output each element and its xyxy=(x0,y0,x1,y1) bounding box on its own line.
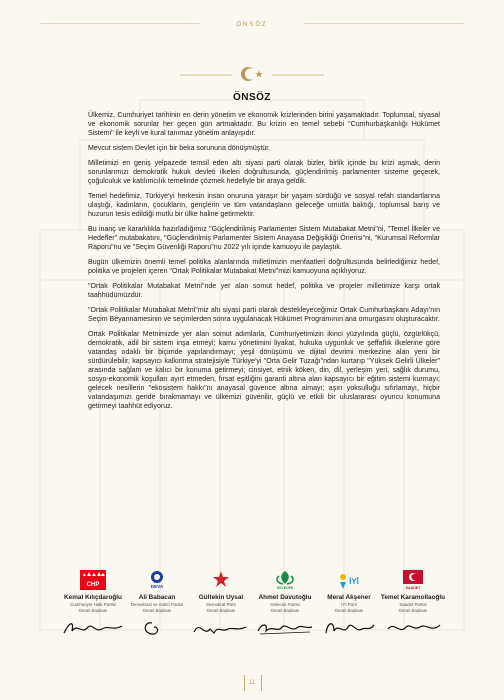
page-title: ÖNSÖZ xyxy=(232,92,272,103)
saadet-logo-icon xyxy=(400,570,426,590)
dp-logo-icon xyxy=(208,570,234,590)
party-leaders-row xyxy=(58,570,446,655)
paragraph: Temel hedefimiz, Türkiye'yi herkesin insan onuruna yaraşır bir yaşam sürdüğü ve sosyal refah standartlarına ulaştığı, kadınların, çocukların, gençlerin ve tüm vatandaşların geleceğe umutla baktığı, toplumsal barış ve huzurun tesis edildiği mutlu bir ülke haline getirmektir. xyxy=(88,193,440,219)
svg-text:GELECEK: GELECEK xyxy=(276,586,294,590)
leader-role: Genel Başkanı xyxy=(398,608,428,614)
leader-iyi xyxy=(314,570,384,644)
signature-karamollaoglu xyxy=(380,617,446,639)
leader-dp xyxy=(186,570,256,644)
leader-name: Ali Babacan xyxy=(138,594,176,601)
leader-role: Genel Başkanı xyxy=(270,608,300,614)
leader-role: Demokrasi ve Atılım Partisi xyxy=(130,602,184,607)
paragraph: Mevcut sistem Devlet için bir beka sorununa dönüşmüştür. xyxy=(88,145,271,153)
paragraph: Ortak Politikalar Metnimizde yer alan somut adımlarla, Cumhuriyetimizin ikinci yüzyılında güçlü, özgürlükçü, demokratik, adil bir sistem inşa etmeyi; kamu yönetimini liyakat, hukuka uygunluk ve şeffaflık ilkelerine göre vatandaş odaklı bir biçimde yapılandırmayı; yeşil dönüşümü ve dijital devrimi merkezine alan yeni bir sürdürülebilir, kapsayıcı kalkınma stratejisiyle Türkiye'yi "Orta Gelir Tuzağı"ndan kurtarıp "Yüksek Gelirli Ülkeler" arasında sağlam ve kalıcı bir konuma getirmeyi; cinsiyet, etnik köken, din, dil, yerleşim yeri, sağlık durumu, sosyo-ekonomik koşulları ayırt etmeden, fırsat eşitliğini garanti altına alan kapsayıcı bir eğitim sistemi kurmayı; gelecek nesillerin "ekosistem hakkı"nı anayasal güvence altına almayı; aşırı yoksulluğu sıfırlamayı, hiçbir vatandaşımızı geride bırakmamayı ve ülkemizi güvenilir, güçlü ve etkili bir uluslararası oyuncu konumuna getirmeyi taahhüt ediyoruz. xyxy=(88,331,440,411)
chp-logo-icon xyxy=(80,570,106,590)
signature-davutoglu xyxy=(252,617,318,639)
leader-role: Gelecek Partisi xyxy=(270,602,300,607)
leader-role: Demokrat Parti xyxy=(206,602,236,607)
svg-text:İYİ: İYİ xyxy=(349,577,359,586)
paragraph: Milletimizi en geniş yelpazede temsil eden altı siyasi parti olarak bizler, birlik içinde bu krizi aşmak, derin sorunlarımızı demokratik hukuk devleti ilkeleri doğrultusunda, güçlendirilmiş parlamenter sisteme geçerek, çoğulculuk ve katılımcılık temelinde çözmek hedefiyle bir araya geldik. xyxy=(88,159,440,186)
leader-name: Ahmet Davutoğlu xyxy=(258,594,312,601)
paragraph: Bu inanç ve kararlılıkla hazırladığımız "Güçlendirilmiş Parlamenter Sistem Mutabakat Metni"ni, "Temel İlkeler ve Hedefler" mutabakatını, "Güçlendirilmiş Parlamenter Sistem Anayasa Değişikliği Önerisi"ni, "Kurumsal Reformlar Raporu"nu ve "Seçim Güvenliği Raporu"nu 2022 yılı içinde kamuoyu ile paylaştık. xyxy=(88,226,440,252)
signature-aksener xyxy=(316,617,382,639)
leader-role: Genel Başkanı xyxy=(206,608,236,614)
header-divider-right xyxy=(304,23,464,24)
paragraph: Ülkemiz, Cumhuriyet tarihinin en derin yönetim ve ekonomik krizlerinden birini yaşamaktadır. Toplumsal, siyasal ve ekonomik sorunlar her geçen gün artmaktadır. Bu krizin en temel sebebi "Cumhurbaşkanlığı Hükümet Sistemi" ile keyfi ve kural tanımaz yönetim anlayışıdır. xyxy=(88,112,440,138)
deva-logo-icon xyxy=(144,570,170,590)
signature-babacan xyxy=(124,617,190,639)
header-section-label: ÖNSÖZ xyxy=(236,22,268,28)
leader-name: Kemal Kılıçdaroğlu xyxy=(64,594,122,601)
leader-role: Saadet Partisi xyxy=(399,602,427,607)
leader-role: Genel Başkanı xyxy=(142,608,172,614)
leader-name: Meral Akşener xyxy=(327,594,371,601)
signature-uysal xyxy=(188,617,254,639)
svg-text:DEVA: DEVA xyxy=(150,584,164,589)
leader-role: Genel Başkanı xyxy=(78,608,108,614)
leader-deva xyxy=(122,570,192,644)
leader-name: Temel Karamollaoğlu xyxy=(380,594,446,601)
body-text xyxy=(88,111,440,417)
page-number: 11 xyxy=(248,680,256,686)
gelecek-logo-icon xyxy=(272,570,298,590)
paragraph: "Ortak Politikalar Mutabakat Metni"miz altı siyasi parti olarak destekleyeceğimiz Ortak Cumhurbaşkanı Adayı'nın Seçim Beyannamesinin ve seçimlerden sonra uygulanacak Hükümet Programının ana omurgasını oluşturacaktır. xyxy=(88,307,440,324)
signature-kilicdaroglu xyxy=(60,617,126,639)
svg-text:SAADET: SAADET xyxy=(405,586,421,590)
leader-saadet xyxy=(378,570,448,644)
paragraph: "Ortak Politikalar Mutabakat Metni"nde yer alan somut hedef, politika ve projeler milletimize karşı ortak taahhüdümüzdür. xyxy=(88,283,440,300)
leader-role: Cumhuriyet Halk Partisi xyxy=(70,602,116,607)
leader-chp xyxy=(58,570,128,644)
paragraph: Bugün ülkemizin önemli temel politika alanlarında milletimizin menfaatleri doğrultusunda belirlediğimiz hedef, politika ve projeleri içeren "Ortak Politikalar Mutabakat Metni"mizi kamuoyuna açıklıyoruz. xyxy=(88,259,440,276)
leader-role: İYİ Parti xyxy=(341,602,357,607)
leader-role: Genel Başkanı xyxy=(334,608,364,614)
leader-name: Gültekin Uysal xyxy=(198,594,244,601)
iyi-logo-icon xyxy=(336,570,362,590)
leader-gelecek xyxy=(250,570,320,644)
crescent-star-ornament xyxy=(0,66,504,82)
svg-text:CHP: CHP xyxy=(86,582,100,588)
